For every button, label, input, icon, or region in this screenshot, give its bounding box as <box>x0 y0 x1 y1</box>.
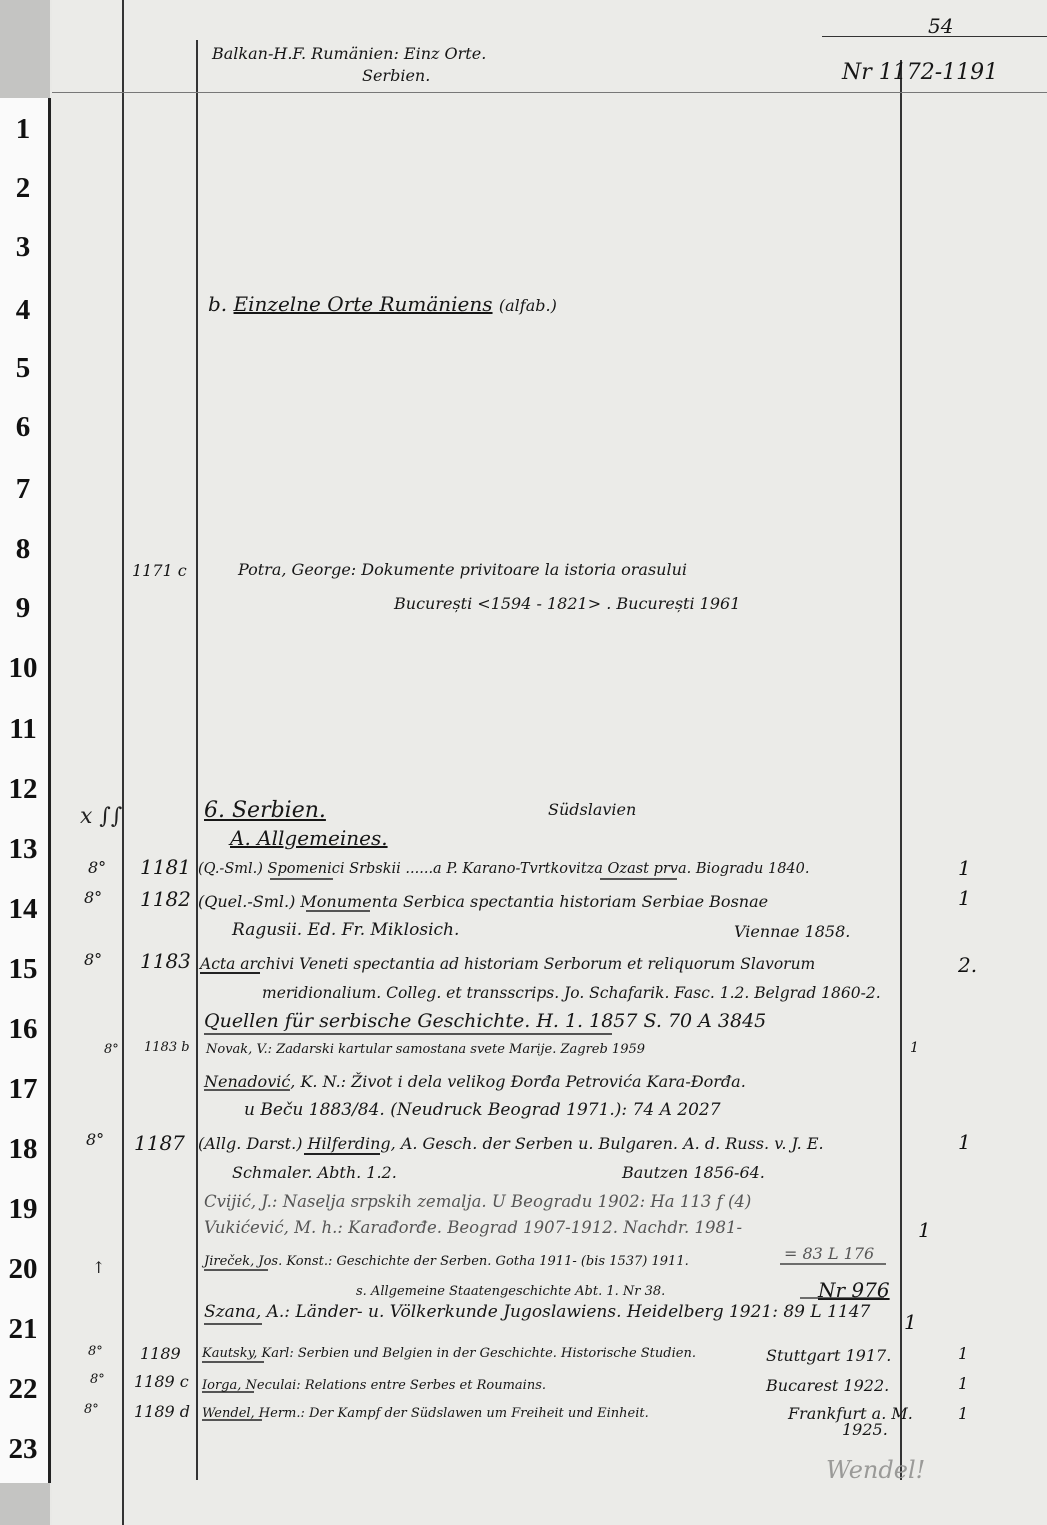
entry-text: (Q.-Sml.) Spomenici Srbskii ......a P. Karano-Tvrtkovitza Ozast prva. Biogradu 1840. <box>198 861 810 877</box>
section-6-subheading: A. Allgemeines. <box>230 826 388 850</box>
section-b-prefix: b. <box>208 292 228 316</box>
entry-place: Viennae 1858. <box>734 922 851 941</box>
line-number: 12 <box>8 773 38 805</box>
entry-number: 1181 <box>140 855 191 879</box>
line-number: 4 <box>15 294 31 326</box>
margin-arrow: ↑ <box>92 1258 106 1277</box>
entry-number: 1189 d <box>134 1402 191 1421</box>
entry-text: = 83 L 176 <box>784 1244 875 1263</box>
entry-text: (Allg. Darst.) Hilferding, A. Gesch. der Serben u. Bulgaren. A. d. Russ. v. J. E. <box>198 1134 824 1153</box>
line-number: 6 <box>15 411 31 443</box>
line-number: 21 <box>8 1313 38 1345</box>
line-number: 8 <box>15 533 31 565</box>
line-number: 10 <box>8 652 38 684</box>
format-mark: 8° <box>90 1372 105 1387</box>
line-number: 3 <box>15 231 31 263</box>
number-range: Nr 1172-1191 <box>842 60 999 85</box>
line-number: 19 <box>8 1193 38 1225</box>
entry-text: București <1594 - 1821> . București 1961 <box>394 594 741 613</box>
copy-count: 1 <box>918 1218 931 1242</box>
header-title: Balkan-H.F. Rumänien: Einz Orte. <box>212 44 487 63</box>
entry-text: Schmaler. Abth. 1.2. <box>232 1163 397 1182</box>
entry-text: Cvijić, J.: Naselja srpskih zemalja. U Beogradu 1902: Ha 113 f (4) <box>204 1192 752 1211</box>
entry-text: Ragusii. Ed. Fr. Miklosich. <box>232 920 460 940</box>
copy-count: 1 <box>958 886 971 910</box>
line-number: 20 <box>8 1253 38 1285</box>
entry-place: Stuttgart 1917. <box>766 1346 892 1365</box>
entry-text: Kautsky, Karl: Serbien und Belgien in der Geschichte. Historische Studien. <box>202 1346 696 1361</box>
copy-count: 1 <box>958 1130 971 1154</box>
format-mark: 8° <box>84 1402 99 1417</box>
line-number: 17 <box>8 1073 38 1105</box>
copy-count: 2. <box>958 953 978 977</box>
signature: Wendel! <box>826 1456 926 1484</box>
entry-text: Szana, A.: Länder- u. Völkerkunde Jugoslawiens. Heidelberg 1921: 89 L 1147 <box>204 1302 871 1322</box>
line-number: 23 <box>8 1433 38 1465</box>
entry-year: 1925. <box>842 1420 888 1439</box>
entry-text: Iorga, Neculai: Relations entre Serbes et Roumains. <box>202 1378 546 1393</box>
copy-count: 1 <box>910 1040 919 1056</box>
line-number: 7 <box>15 473 31 505</box>
copy-count: 1 <box>904 1310 917 1334</box>
entry-number: 1187 <box>134 1131 185 1155</box>
entry-text: Wendel, Herm.: Der Kampf der Südslawen um Freiheit und Einheit. <box>202 1406 649 1421</box>
entry-number: 1171 c <box>132 561 187 580</box>
entry-number: 1183 <box>140 949 191 973</box>
entry-text: Nenadović, K. N.: Život i dela velikog Đorđa Petrovića Kara-Đorđa. <box>204 1072 746 1091</box>
entry-note: s. Allgemeine Staatengeschichte Abt. 1. Nr 38. <box>356 1284 666 1299</box>
header-subtitle: Serbien. <box>362 66 431 85</box>
entry-number: 1189 <box>140 1344 181 1363</box>
line-number: 15 <box>8 953 38 985</box>
entry-text: Jireček, Jos. Konst.: Geschichte der Serben. Gotha 1911- (bis 1537) 1911. <box>204 1254 689 1269</box>
entry-number: 1183 b <box>144 1040 190 1055</box>
entry-text: Quellen für serbische Geschichte. H. 1. 1857 S. 70 A 3845 <box>204 1010 767 1032</box>
page-number: 54 <box>928 14 954 38</box>
entry-number: 1182 <box>140 887 191 911</box>
line-number: 14 <box>8 893 38 925</box>
line-number: 18 <box>8 1133 38 1165</box>
copy-count: 1 <box>958 1374 969 1393</box>
line-number: 9 <box>15 592 31 624</box>
format-mark: 8° <box>84 888 103 907</box>
entry-text: Novak, V.: Zadarski kartular samostana svete Marije. Zagreb 1959 <box>206 1042 646 1057</box>
copy-count: 1 <box>958 1404 969 1423</box>
line-number: 5 <box>15 352 31 384</box>
format-mark: 8° <box>88 1344 103 1359</box>
entry-reference: Nr 976 <box>818 1278 890 1302</box>
entry-place: Bucarest 1922. <box>766 1376 890 1395</box>
entry-number: 1189 c <box>134 1372 189 1391</box>
entry-text: u Beču 1883/84. (Neudruck Beograd 1971.): 74 A 2027 <box>244 1100 721 1120</box>
format-mark: 8° <box>104 1042 119 1057</box>
entry-place: Frankfurt a. M. <box>788 1404 913 1423</box>
entry-text: Potra, George: Dokumente privitoare la istoria orasului <box>238 560 688 579</box>
copy-count: 1 <box>958 856 971 880</box>
entry-place: Bautzen 1856-64. <box>622 1163 765 1182</box>
section-b-suffix: (alfab.) <box>498 296 557 315</box>
entry-text: Vukićević, M. h.: Karađorđe. Beograd 1907-1912. Nachdr. 1981- <box>204 1218 743 1237</box>
section-6-side-note: Südslavien <box>548 800 637 819</box>
margin-mark: x ∫∫ <box>80 804 123 829</box>
section-b-title: Einzelne Orte Rumäniens <box>233 292 493 316</box>
entry-text: meridionalium. Colleg. et transscrips. Jo. Schafarik. Fasc. 1.2. Belgrad 1860-2. <box>262 984 881 1002</box>
line-number: 16 <box>8 1013 38 1045</box>
format-mark: 8° <box>86 1130 105 1149</box>
line-number: 1 <box>15 113 31 145</box>
line-number: 2 <box>15 172 31 204</box>
copy-count: 1 <box>958 1344 969 1363</box>
format-mark: 8° <box>88 858 107 877</box>
entry-text: Acta archivi Veneti spectantia ad historiam Serborum et reliquorum Slavorum <box>200 955 816 973</box>
line-number: 11 <box>9 713 37 745</box>
entry-text: (Quel.-Sml.) Monumenta Serbica spectantia historiam Serbiae Bosnae <box>198 892 769 911</box>
format-mark: 8° <box>84 950 103 969</box>
line-number: 13 <box>8 833 38 865</box>
line-number: 22 <box>8 1373 38 1405</box>
section-6-heading: 6. Serbien. <box>204 798 326 823</box>
